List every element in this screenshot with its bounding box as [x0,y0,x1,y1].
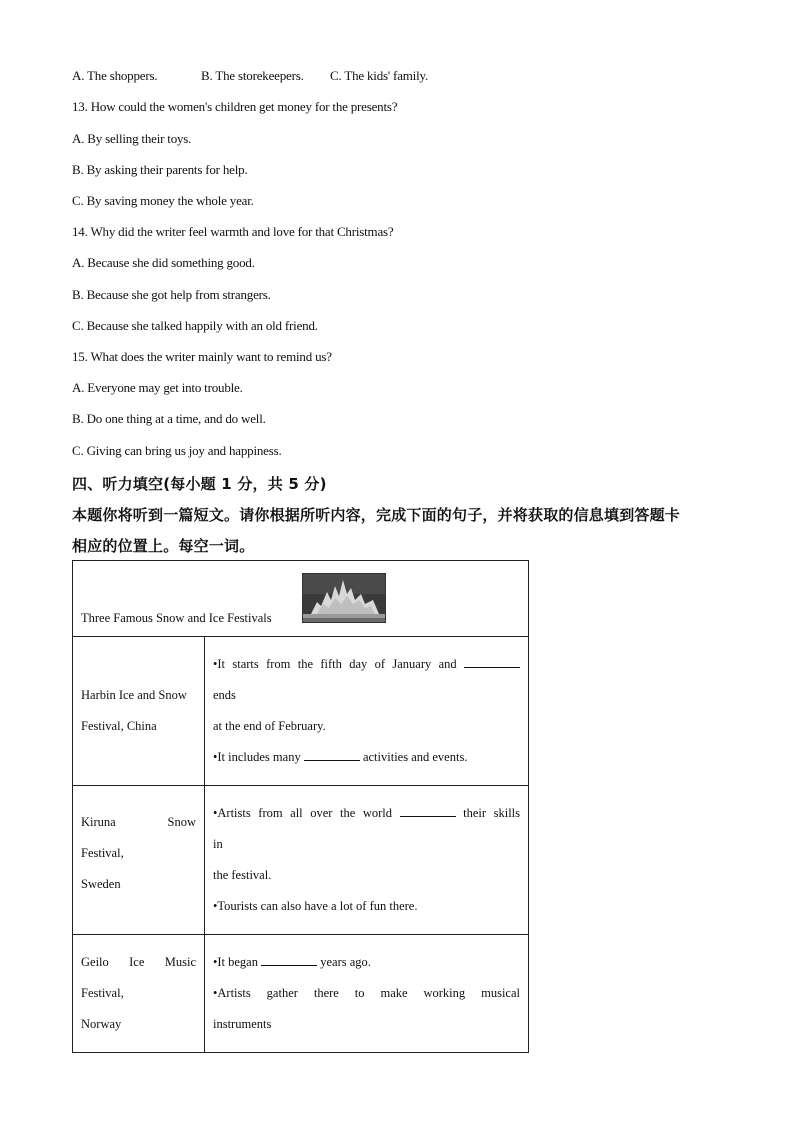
festival-detail-cell [205,935,529,1053]
answer-blank-1[interactable] [464,655,520,668]
detail-line: •It starts from the fifth day of January and [213,649,520,680]
answer-blank-3[interactable] [400,804,456,817]
q15-option-c: C. Giving can bring us joy and happiness. [72,443,282,458]
q13-option-c: C. By saving money the whole year. [72,193,254,208]
question-15: 15. What does the writer mainly want to remind us? [72,349,332,364]
detail-line: in [213,837,223,851]
q14-option-a: A. Because she did something good. [72,255,255,270]
festival-detail-cell [205,637,529,786]
detail-line: •It includes many activities and events. [213,750,468,764]
table-title-cell [73,561,529,637]
festival-name-line: Festival, [81,986,124,1000]
festival-detail-cell [205,786,529,935]
answer-blank-2[interactable] [304,748,360,761]
festival-name-line: Harbin Ice and Snow [81,688,187,702]
festival-name-cell [73,935,205,1053]
festival-name-cell [73,786,205,935]
detail-line: •Artists gather there to make working musical [213,986,520,1000]
q12-option-b: B. The storekeepers. [201,68,304,83]
detail-line: •Artists from all over the world their skills [213,806,521,820]
q13-option-a: A. By selling their toys. [72,131,192,146]
detail-line: ends [213,688,236,702]
festival-name-cell [73,637,205,786]
ice-castle-photo [302,573,386,623]
festival-name-line: Norway [81,1017,122,1031]
detail-line: •Tourists can also have a lot of fun there. [213,899,418,913]
festival-name-line: Kiruna Snow [81,815,196,829]
table-title-row [73,561,529,637]
answer-blank-4[interactable] [261,953,317,966]
q14-option-c: C. Because she talked happily with an old friend. [72,318,318,333]
question-13: 13. How could the women's children get money for the presents? [72,99,398,114]
q13-option-b: B. By asking their parents for help. [72,162,248,177]
section-heading: 四、听力填空(每小题 1 分，共 5 分) [72,475,327,493]
detail-line: instruments [213,1017,272,1031]
ice-castle-illustration [303,574,385,622]
festivals-table [72,560,529,1053]
table-row [73,637,529,786]
q15-option-a: A. Everyone may get into trouble. [72,380,243,395]
question-14: 14. Why did the writer feel warmth and love for that Christmas? [72,224,394,239]
detail-line: the festival. [213,868,272,882]
festival-name-line: Festival, China [81,719,157,733]
detail-line: •It began years ago. [213,955,371,969]
table-row [73,786,529,935]
section-instruction-line2: 相应的位置上。每空一词。 [72,537,255,555]
festival-name-line: Geilo Ice Music [81,955,197,969]
detail-line: at the end of February. [213,719,326,733]
q15-option-b: B. Do one thing at a time, and do well. [72,411,266,426]
table-row [73,935,529,1053]
q12-option-c: C. The kids' family. [330,68,429,83]
q14-option-b: B. Because she got help from strangers. [72,287,271,302]
festival-name-line: Sweden [81,877,121,891]
table-title: Three Famous Snow and Ice Festivals [81,611,272,625]
question-12-options [72,68,428,84]
festival-name-line: Festival, [81,846,124,860]
section-instruction-line1: 本题你将听到一篇短文。请你根据所听内容，完成下面的句子，并将获取的信息填到答题卡 [72,506,681,524]
q12-option-a: A. The shoppers. [72,68,158,83]
